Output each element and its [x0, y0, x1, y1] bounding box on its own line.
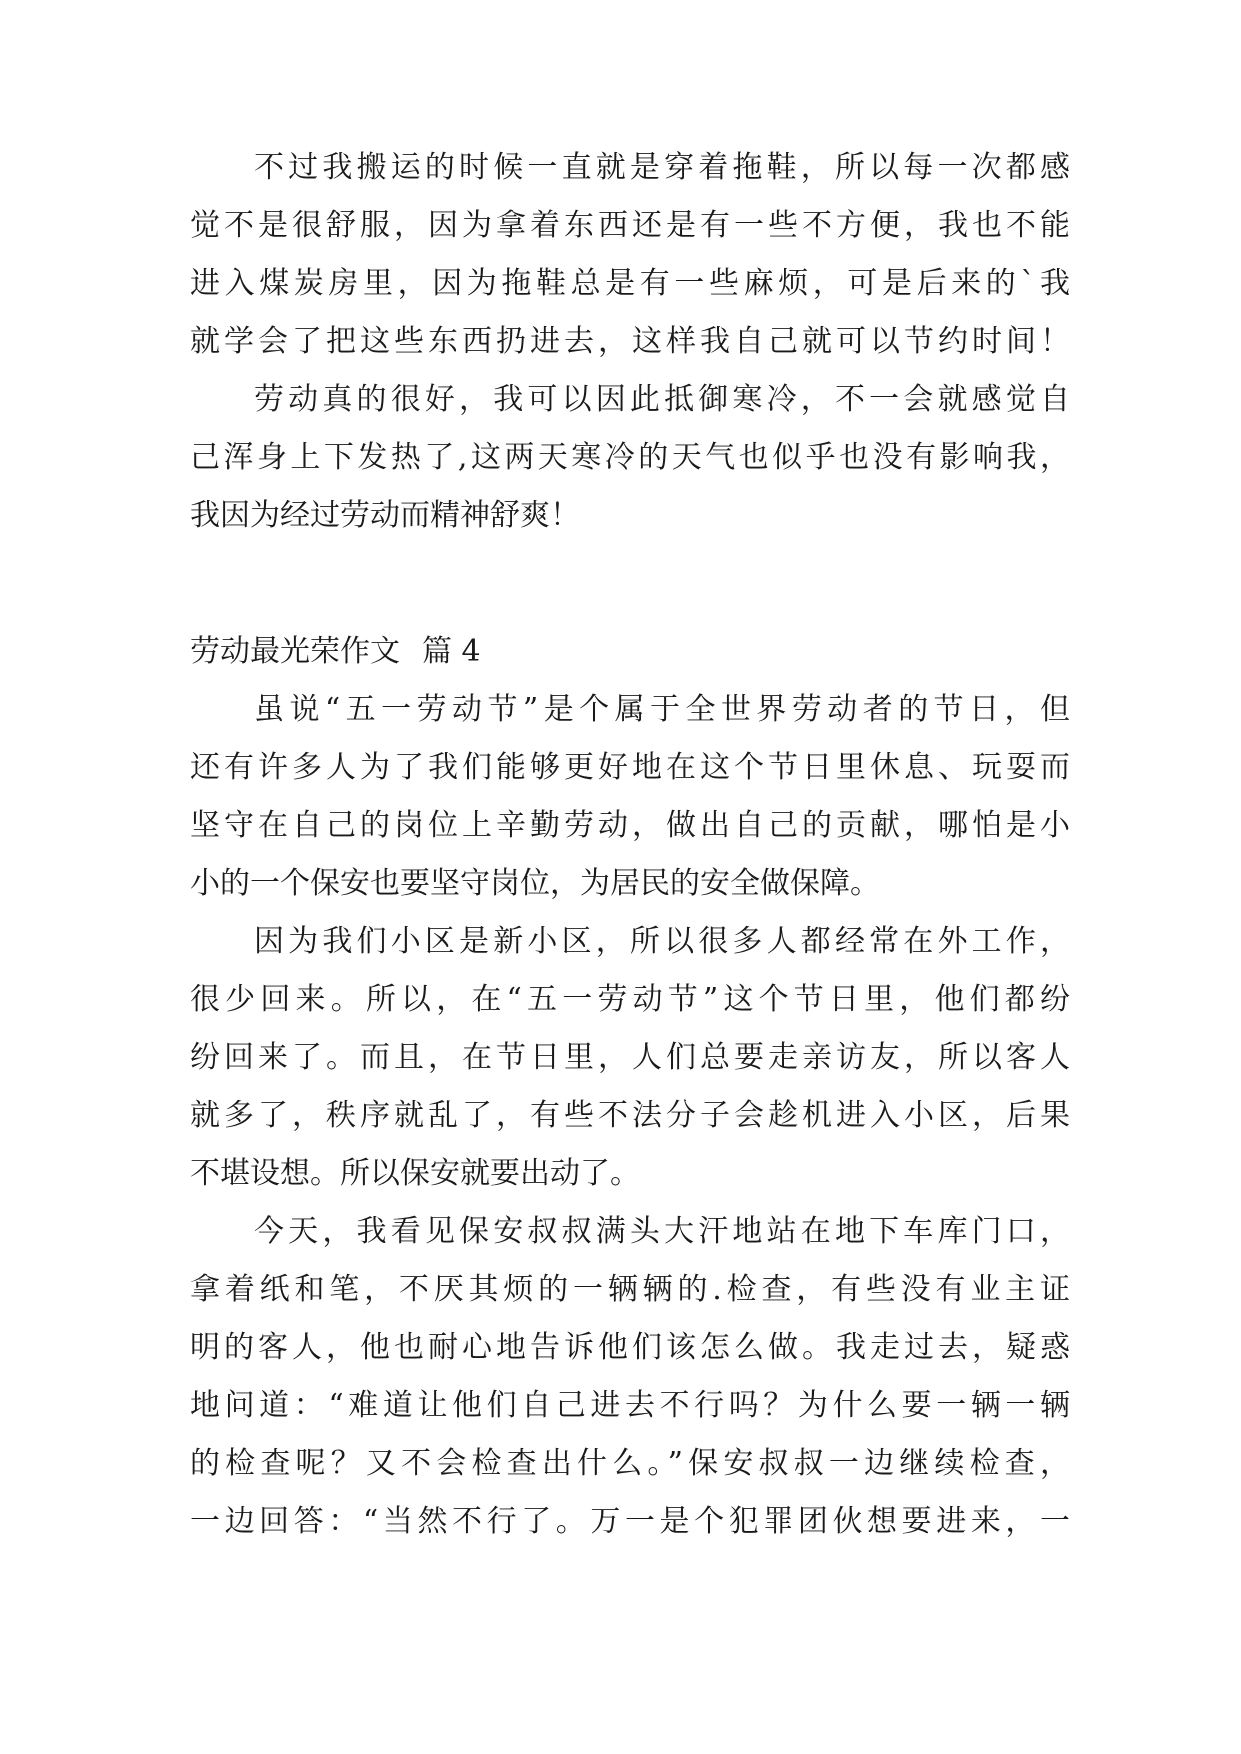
paragraph-line: 虽说“五一劳动节”是个属于全世界劳动者的节日，但	[254, 692, 1070, 727]
paragraph-line: 己浑身上下发热了,这两天寒冷的天气也似乎也没有影响我，	[190, 440, 1070, 475]
paragraph-line: 我因为经过劳动而精神舒爽！	[190, 498, 580, 533]
paragraph-line: 就学会了把这些东西扔进去，这样我自己就可以节约时间！	[190, 324, 1070, 359]
paragraph-line: 拿着纸和笔，不厌其烦的一辆辆的.检查，有些没有业主证	[190, 1272, 1070, 1307]
paragraph-line: 就多了，秩序就乱了，有些不法分子会趁机进入小区，后果	[190, 1098, 1070, 1133]
paragraph-line: 还有许多人为了我们能够更好地在这个节日里休息、玩耍而	[190, 750, 1070, 785]
paragraph-line: 劳动真的很好，我可以因此抵御寒冷，不一会就感觉自	[254, 382, 1070, 417]
paragraph-line: 今天，我看见保安叔叔满头大汗地站在地下车库门口，	[254, 1214, 1070, 1249]
paragraph-line: 不堪设想。所以保安就要出动了。	[190, 1156, 640, 1191]
paragraph-line: 因为我们小区是新小区，所以很多人都经常在外工作，	[254, 924, 1070, 959]
paragraph-line: 很少回来。所以，在“五一劳动节”这个节日里，他们都纷	[190, 982, 1070, 1017]
paragraph-line: 一边回答：“当然不行了。万一是个犯罪团伙想要进来，一	[190, 1504, 1070, 1539]
paragraph-line: 纷回来了。而且，在节日里，人们总要走亲访友，所以客人	[190, 1040, 1070, 1075]
paragraph-line: 进入煤炭房里，因为拖鞋总是有一些麻烦，可是后来的`我	[190, 266, 1070, 301]
paragraph-line: 小的一个保安也要坚守岗位，为居民的安全做保障。	[190, 866, 880, 901]
paragraph-line: 地问道：“难道让他们自己进去不行吗？为什么要一辆一辆	[190, 1388, 1070, 1423]
section-title: 劳动最光荣作文	[190, 634, 400, 669]
paragraph-line: 坚守在自己的岗位上辛勤劳动，做出自己的贡献，哪怕是小	[190, 808, 1070, 843]
paragraph-line: 的检查呢？又不会检查出什么。”保安叔叔一边继续检查，	[190, 1446, 1070, 1481]
section-number: 篇 4	[422, 634, 481, 669]
paragraph-line: 觉不是很舒服，因为拿着东西还是有一些不方便，我也不能	[190, 208, 1070, 243]
paragraph-line: 明的客人，他也耐心地告诉他们该怎么做。我走过去，疑惑	[190, 1330, 1070, 1365]
paragraph-line: 不过我搬运的时候一直就是穿着拖鞋，所以每一次都感	[254, 150, 1070, 185]
